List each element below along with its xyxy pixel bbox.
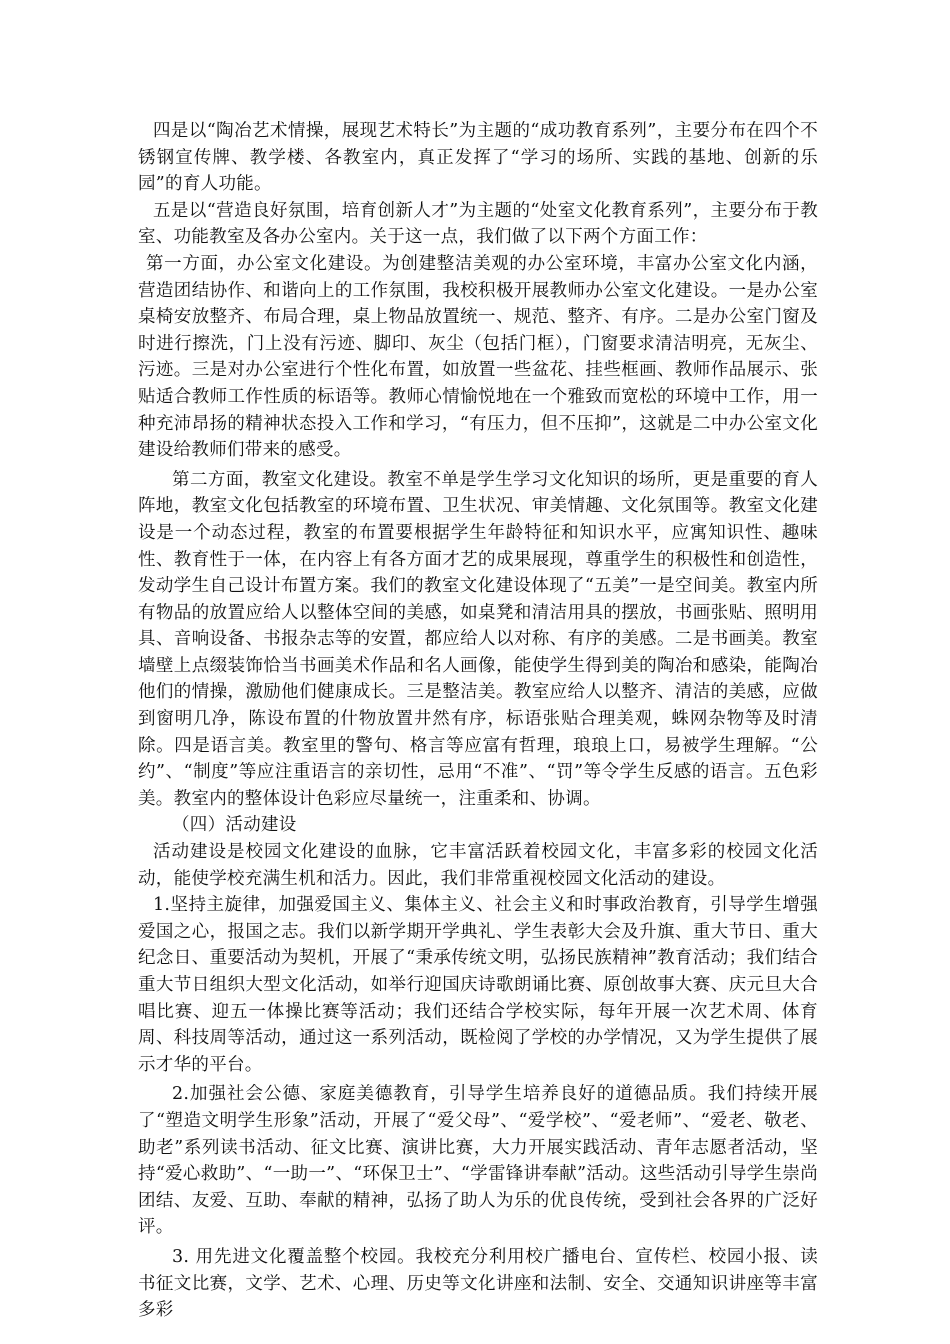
paragraph-office-culture-series: 五是以“营造良好氛围，培育创新人才”为主题的“处室文化教育系列”，主要分布于教室、功能教室及各办公室内。关于这一点，我们做了以下两个方面工作： [138, 200, 818, 248]
paragraph-activity-2: 2.加强社会公德、家庭美德教育，引导学生培养良好的道德品质。我们持续开展了“塑造文明学生形象”活动，开展了“爱父母”、“爱学校”、“爱老师”、“爱老、敬老、助老”系列读书活动、征文比赛、演讲比赛，大力开展实践活动、青年志愿者活动，坚持“爱心救助”、“一助一”、“环保卫士”、“学雷锋讲奉献”活动。这些活动引导学生崇尚团结、友爱、互助、奉献的精神，弘扬了助人为乐的优良传统，受到社会各界的广泛好评。 [138, 1084, 818, 1238]
paragraph-activity-1: 1.坚持主旋律，加强爱国主义、集体主义、社会主义和时事政治教育，引导学生增强爱国之心，报国之志。我们以新学期开学典礼、学生表彰大会及升旗、重大节日、重大纪念日、重要活动为契机，开展了“秉承传统文明，弘扬民族精神”教育活动；我们结合重大节日组织大型文化活动，如举行迎国庆诗歌朗诵比赛、原创故事大赛、庆元旦大合唱比赛、迎五一体操比赛等活动；我们还结合学校实际，每年开展一次艺术周、体育周、科技周等活动，通过这一系列活动，既检阅了学校的办学情况，又为学生提供了展示才华的平台。 [138, 895, 818, 1075]
paragraph-office-culture: 第一方面，办公室文化建设。为创建整洁美观的办公室环境，丰富办公室文化内涵，营造团结协作、和谐向上的工作氛围，我校积极开展教师办公室文化建设。一是办公室桌椅安放整齐、布局合理，桌上物品放置统一、规范、整齐、有序。二是办公室门窗及时进行擦洗，门上没有污迹、脚印、灰尘（包括门框），门窗要求清洁明亮，无灰尘、污迹。三是对办公室进行个性化布置，如放置一些盆花、挂些框画、教师作品展示、张贴适合教师工作性质的标语等。教师心情愉悦地在一个雅致而宽松的环境中工作，用一种充沛昂扬的精神状态投入工作和学习，“有压力，但不压抑”，这就是二中办公室文化建设给教师们带来的感受。 [138, 253, 818, 461]
paragraph-activity-3: 3. 用先进文化覆盖整个校园。我校充分利用校广播电台、宣传栏、校园小报、读书征文比赛，文学、艺术、心理、历史等文化讲座和法制、安全、交通知识讲座等丰富多彩 [138, 1246, 818, 1321]
section-heading-activity: （四）活动建设 [172, 815, 297, 836]
paragraph-classroom-culture: 第二方面，教室文化建设。教室不单是学生学习文化知识的场所，更是重要的育人阵地，教室文化包括教室的环境布置、卫生状况、审美情趣、文化氛围等。教室文化建设是一个动态过程，教室的布置要根据学生年龄特征和知识水平，应寓知识性、趣味性、教育性于一体，在内容上有各方面才艺的成果展现，尊重学生的积极性和创造性，发动学生自己设计布置方案。我们的教室文化建设体现了“五美”一是空间美。教室内所有物品的放置应给人以整体空间的美感，如桌凳和清洁用具的摆放，书画张贴、照明用具、音响设备、书报杂志等的安置，都应给人以对称、有序的美感。二是书画美。教室墙壁上点缀装饰恰当书画美术作品和名人画像，能使学生得到美的陶冶和感染，能陶冶他们的情操，激励他们健康成长。三是整洁美。教室应给人以整齐、清洁的美感，应做到窗明几净，陈设布置的什物放置井然有序，标语张贴合理美观，蛛网杂物等及时清除。四是语言美。教室里的警句、格言等应富有哲理，琅琅上口，易被学生理解。“公约”、“制度”等应注重语言的亲切性，忌用“不准”、“罚”等令学生反感的语言。五色彩美。教室内的整体设计色彩应尽量统一，注重柔和、协调。 [138, 469, 818, 809]
paragraph-activity-intro: 活动建设是校园文化建设的血脉，它丰富活跃着校园文化，丰富多彩的校园文化活动，能使学校充满生机和活力。因此，我们非常重视校园文化活动的建设。 [138, 842, 818, 889]
document-page [138, 118, 818, 1324]
paragraph-success-education: 四是以“陶冶艺术情操，展现艺术特长”为主题的“成功教育系列”，主要分布在四个不锈钢宣传牌、教学楼、各教室内，真正发挥了“学习的场所、实践的基地、创新的乐园”的育人功能。 [138, 121, 818, 195]
